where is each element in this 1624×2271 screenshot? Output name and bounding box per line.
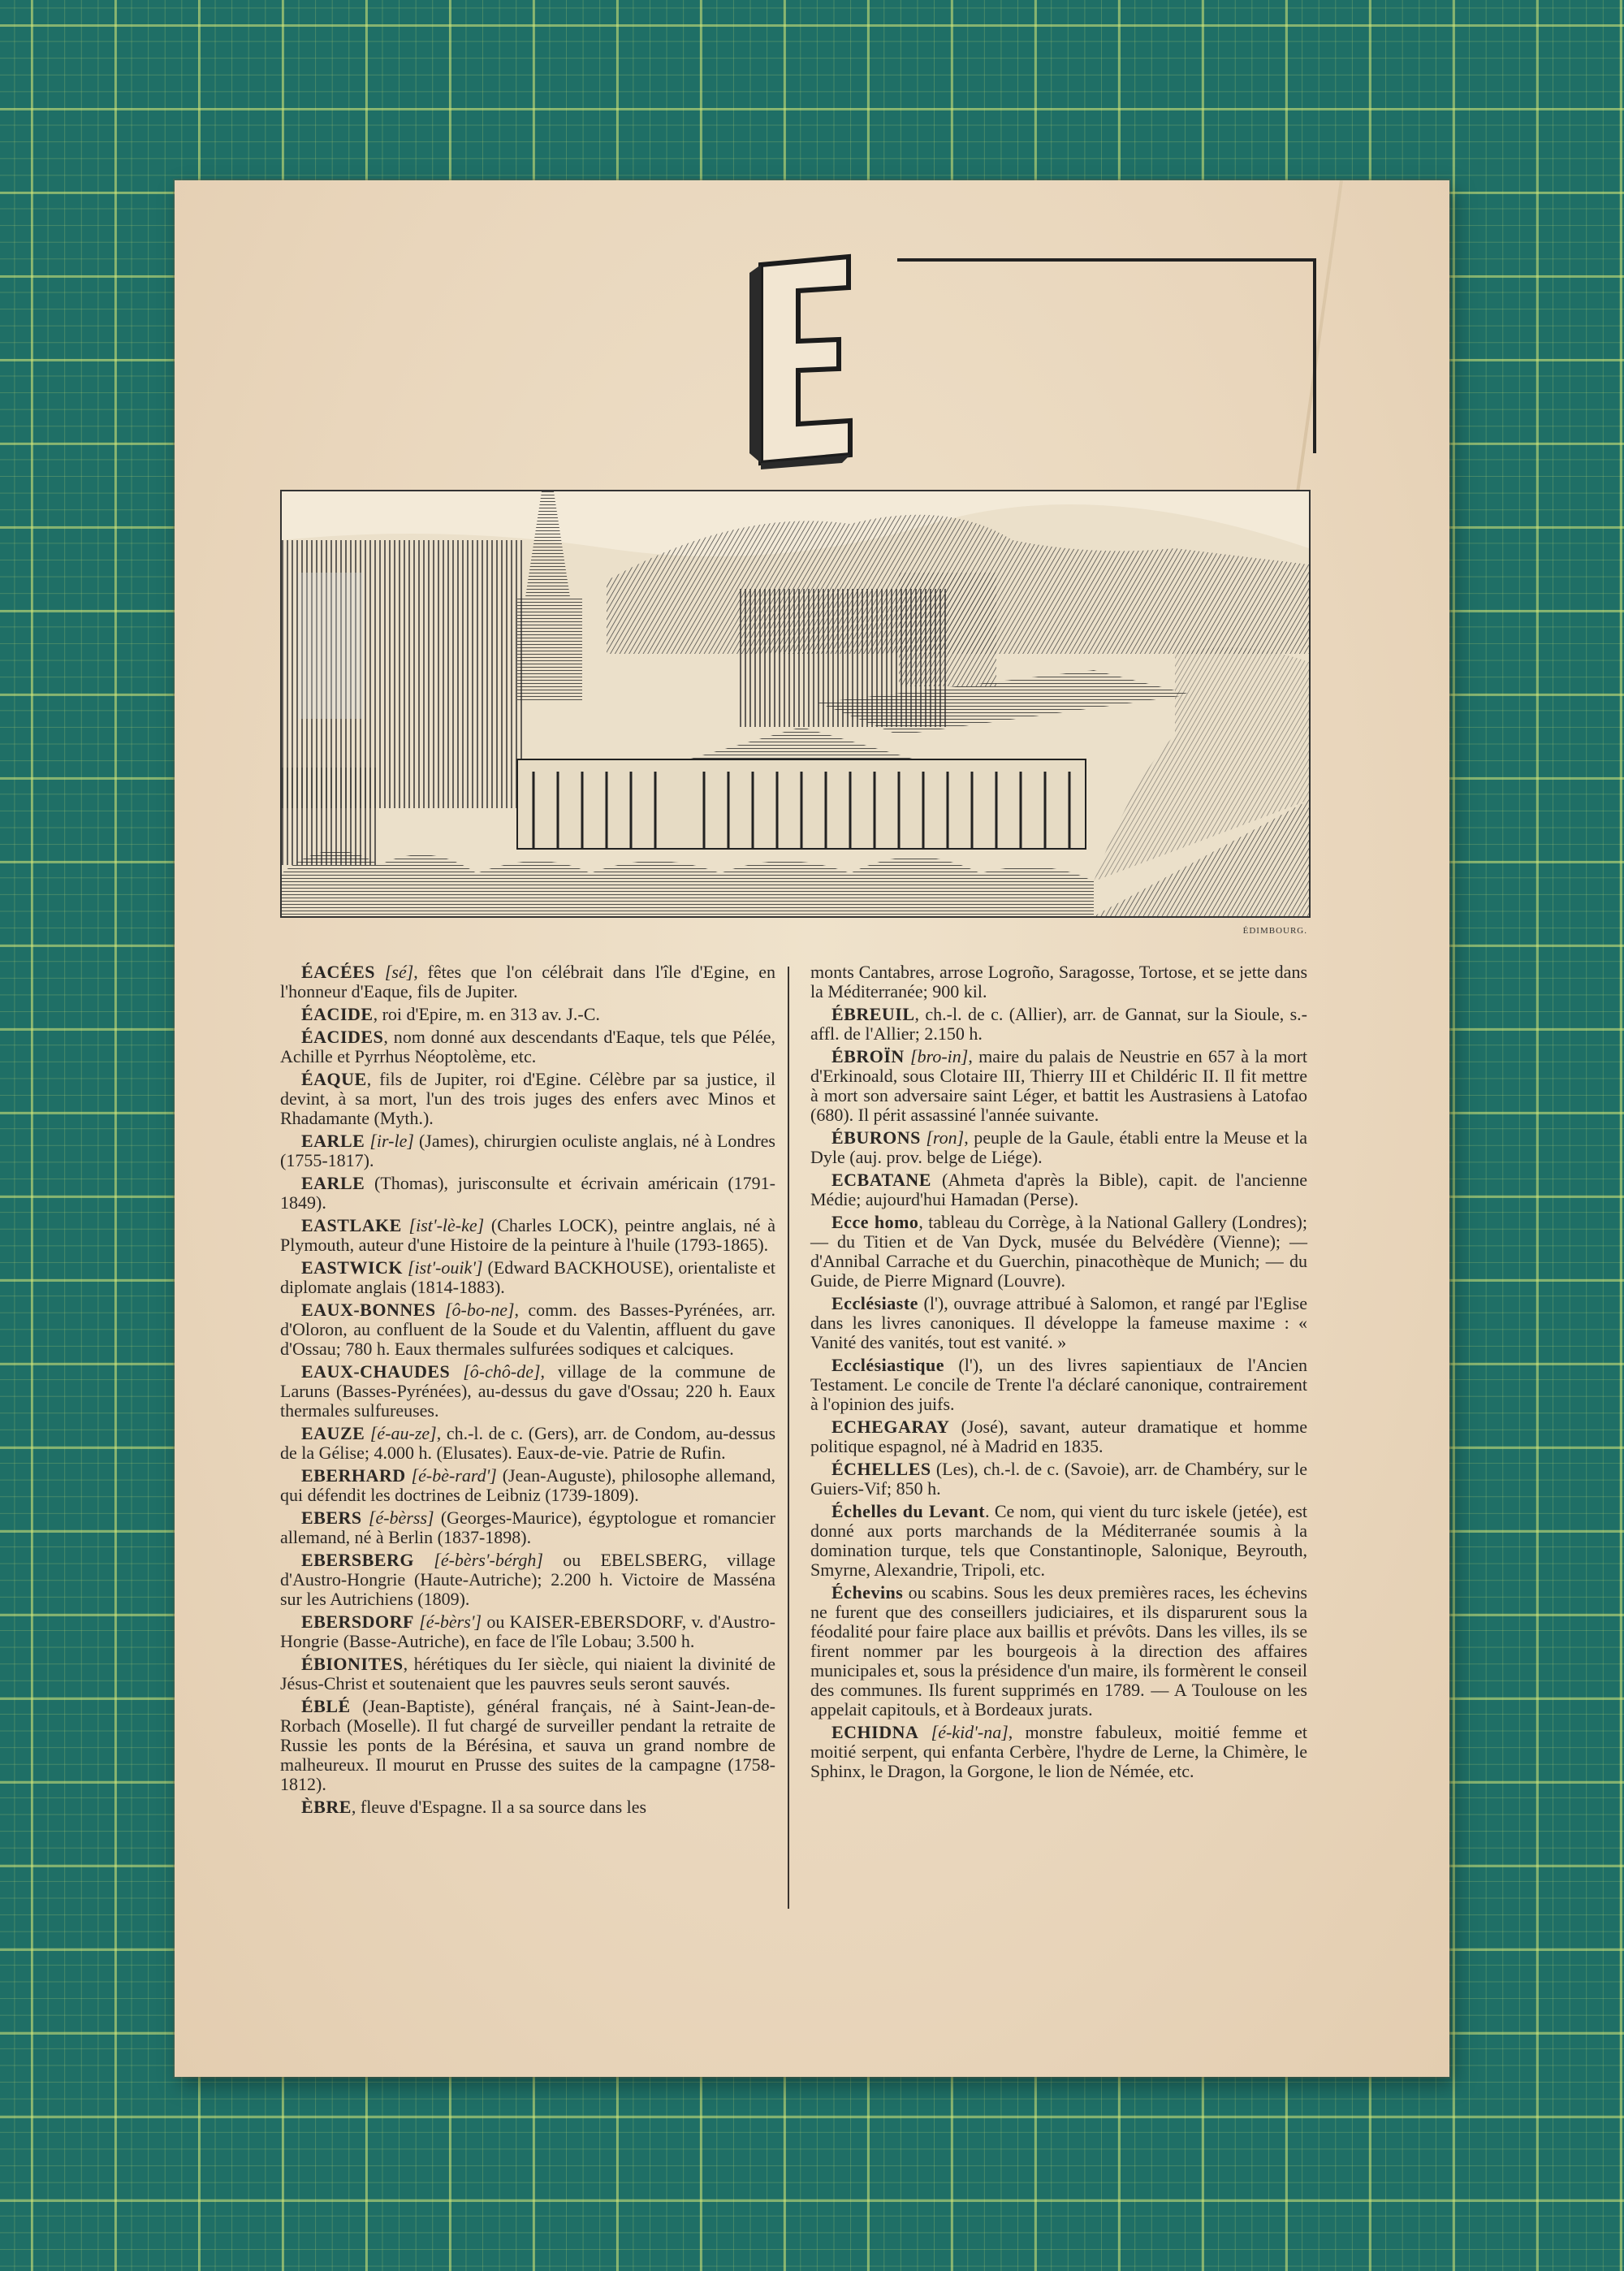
entry-pronunciation: [é-kid'-na]: [931, 1722, 1009, 1742]
dictionary-entry: [280, 1466, 775, 1505]
dictionary-entry: [810, 1723, 1307, 1781]
entry-headword: EBERS: [301, 1508, 362, 1528]
dictionary-entry: [280, 1300, 775, 1359]
dictionary-entry: [810, 1502, 1307, 1580]
entry-pronunciation: [ô-bo-ne]: [444, 1300, 515, 1320]
entry-definition: , comm. des Basses-Pyrénées, arr. d'Oloron, au confluent de la Soude et du Valentin, affluent du gave d'Ossau; 780 h. Eaux thermales sulfurées sodiques et calciques.: [280, 1300, 776, 1359]
entry-definition: , maire du palais de Neustrie en 657 à la mort d'Erkinoald, sous Clotaire III, Thierry III et Childéric II. Il fit mettre à mort son adversaire saint Léger, et battit les Austrasiens à Latofao (680). Il périt assassiné l'année suivante.: [810, 1046, 1307, 1125]
dictionary-entry: [280, 1697, 775, 1794]
entry-pronunciation: [ô-chô-de]: [463, 1361, 541, 1382]
entry-definition: , peuple de la Gaule, établi entre la Meuse et la Dyle (auj. prov. belge de Liége).: [810, 1127, 1307, 1167]
dictionary-entry: [280, 1362, 775, 1421]
entry-headword: Ecce homo: [831, 1212, 919, 1232]
entry-headword: EBERSBERG: [301, 1550, 414, 1570]
entry-headword: EASTLAKE: [301, 1215, 402, 1235]
dictionary-entry: [280, 1797, 775, 1817]
entry-definition: , village de la commune de Laruns (Basses-Pyrénées), au-dessus du gave d'Ossau; 220 h. Eaux thermales sulfureuses.: [280, 1361, 775, 1421]
entry-definition: (l'), un des livres sapientiaux de l'Ancien Testament. Le concile de Trente l'a déclaré canonique, contrairement à l'opinion des juifs.: [810, 1355, 1307, 1414]
dictionary-entry: [280, 1508, 775, 1547]
dictionary-entry: [810, 1213, 1307, 1291]
entry-headword: Échelles du Levant: [831, 1501, 986, 1521]
decorative-letter-e: [743, 250, 857, 469]
dictionary-entry: [810, 1170, 1307, 1209]
entry-pronunciation: [bro-in]: [910, 1046, 969, 1066]
dictionary-entry: [280, 1070, 775, 1128]
dictionary-entry: [810, 1128, 1307, 1167]
dictionary-entry: [280, 1216, 775, 1255]
entry-headword: ÉCHELLES: [831, 1459, 931, 1479]
entry-definition: , nom donné aux descendants d'Eaque, tels que Pélée, Achille et Pyrrhus Néoptolème, etc.: [280, 1027, 775, 1066]
dictionary-entry: [280, 1655, 775, 1694]
dictionary-entry: [280, 962, 775, 1001]
entry-definition: ou KAISER-EBERSDORF, v. d'Austro-Hongrie (Basse-Autriche), en face de l'île Lobau; 3.500 h.: [280, 1611, 775, 1651]
entry-definition: (l'), ouvrage attribué à Salomon, et rangé par l'Eglise dans les livres canoniques. Il développe la fameuse maxime : « Vanité des vanités, tout est vanité. »: [810, 1293, 1307, 1352]
entry-headword: Ecclésiaste: [831, 1293, 918, 1313]
dictionary-entry: [810, 1417, 1307, 1456]
entry-definition: , monstre fabuleux, moitié femme et moitié serpent, qui enfanta Cerbère, l'hydre de Lerne, la Chimère, le Sphinx, le Dragon, la Gorgone, le lion de Némée, etc.: [810, 1722, 1308, 1781]
entry-headword: ECBATANE: [831, 1170, 931, 1190]
entry-headword: EAUX-CHAUDES: [301, 1361, 451, 1382]
entry-headword: Échevins: [831, 1582, 904, 1603]
entry-definition: , tableau du Corrège, à la National Gallery (Londres); — du Titien et de Van Dyck, musée du Belvédère (Vienne); — d'Annibal Carrache et du Guerchin, pinacothèque de Munich; — du Guide, de Pierre Mignard (Louvre).: [810, 1212, 1307, 1291]
dictionary-entry: [810, 1356, 1307, 1414]
entry-definition: (Edward BACKHOUSE), orientaliste et diplomate anglais (1814-1883).: [280, 1257, 775, 1297]
entry-headword: ÉBREUIL: [831, 1004, 915, 1024]
entry-pronunciation: [é-bèrs'-bérgh]: [434, 1550, 543, 1570]
letter-frame: [897, 258, 1316, 453]
entry-definition: monts Cantabres, arrose Logroño, Saragosse, Tortose, et se jette dans la Méditerranée; 900 kil.: [810, 962, 1307, 1001]
entry-headword: ÉBURONS: [831, 1127, 921, 1148]
entry-pronunciation: [sé]: [384, 962, 414, 982]
dictionary-entry: [280, 1027, 775, 1066]
left-column: [280, 962, 775, 1820]
entry-headword: EAUZE: [301, 1423, 365, 1443]
entry-definition: (Jean-Auguste), philosophe allemand, qui défendit les doctrines de Leibniz (1739-1809).: [280, 1465, 776, 1505]
entry-definition: , ch.-l. de c. (Allier), arr. de Gannat, sur la Sioule, s.-affl. de l'Allier; 2.150 h.: [810, 1004, 1307, 1044]
entry-headword: ÉACIDE: [301, 1004, 374, 1024]
edinburgh-engraving-drawing: [282, 491, 1309, 916]
entry-definition: (Les), ch.-l. de c. (Savoie), arr. de Chambéry, sur le Guiers-Vif; 850 h.: [810, 1459, 1307, 1499]
entry-pronunciation: [é-bèrs']: [419, 1611, 482, 1632]
entry-definition: , fils de Jupiter, roi d'Egine. Célèbre par sa justice, il devint, à sa mort, l'un des trois juges des enfers avec Minos et Rhadamante (Myth.).: [280, 1069, 775, 1128]
entry-headword: ECHEGARAY: [831, 1417, 950, 1437]
dictionary-entry: [810, 962, 1307, 1001]
entry-definition: ou EBELSBERG, village d'Austro-Hongrie (Haute-Autriche); 2.200 h. Victoire de Masséna sur les Autrichiens (1809).: [280, 1550, 776, 1609]
dictionary-entry: [280, 1258, 775, 1297]
entry-pronunciation: [ist'-lè-ke]: [408, 1215, 485, 1235]
entry-definition: , roi d'Epire, m. en 313 av. J.-C.: [373, 1004, 600, 1024]
edinburgh-engraving: [280, 490, 1311, 918]
entry-definition: (Georges-Maurice), égyptologue et romancier allemand, né à Berlin (1837-1898).: [280, 1508, 776, 1547]
entry-definition: . Ce nom, qui vient du turc iskele (jetée), est donné aux ports marchands de la Méditerranée soumis à la domination turque, tels que Constantinople, Salonique, Beyrouth, Smyrne, Alexandrie, Tripoli, etc.: [810, 1501, 1308, 1580]
entry-headword: EAUX-BONNES: [301, 1300, 436, 1320]
illustration-caption: ÉDIMBOURG.: [1242, 926, 1307, 936]
entry-definition: (Jean-Baptiste), général français, né à Saint-Jean-de-Rorbach (Moselle). Il fut chargé de surveiller pendant la retraite de Russie les ponts de la Bérésina, et sauva un grand nombre de malheureux. Il mourut en Prusse des suites de la campagne (1758-1812).: [280, 1696, 775, 1794]
dictionary-entry: [280, 1612, 775, 1651]
entry-definition: (Ahmeta d'après la Bible), capit. de l'ancienne Médie; aujourd'hui Hamadan (Perse).: [810, 1170, 1307, 1209]
dictionary-entry: [810, 1583, 1307, 1719]
entry-pronunciation: [é-bèrss]: [368, 1508, 434, 1528]
entry-headword: ÉAQUE: [301, 1069, 367, 1089]
entry-definition: (Charles LOCK), peintre anglais, né à Plymouth, auteur d'une Histoire de la peinture à l'huile (1793-1865).: [280, 1215, 775, 1255]
entry-headword: Ecclésiastique: [831, 1355, 944, 1375]
dictionary-entry: [810, 1460, 1307, 1499]
dictionary-entry: [810, 1294, 1307, 1352]
entry-definition: , fêtes que l'on célébrait dans l'île d'Egine, en l'honneur d'Eaque, fils de Jupiter.: [280, 962, 776, 1001]
entry-definition: , hérétiques du Ier siècle, qui niaient la divinité de Jésus-Christ et soutenaient que les pauvres seuls seront sauvés.: [280, 1654, 775, 1694]
entry-headword: EASTWICK: [301, 1257, 404, 1278]
entry-pronunciation: [é-au-ze]: [369, 1423, 437, 1443]
entry-definition: , ch.-l. de c. (Gers), arr. de Condom, au-dessus de la Gélise; 4.000 h. (Elusates). Eaux-de-vie. Patrie de Rufin.: [280, 1423, 776, 1463]
dictionary-entry: [280, 1005, 775, 1024]
entry-headword: ÉBROÏN: [831, 1046, 905, 1066]
dictionary-entry: [280, 1424, 775, 1463]
entry-pronunciation: [ron]: [926, 1127, 965, 1148]
entry-headword: ÉACÉES: [301, 962, 376, 982]
entry-pronunciation: [ir-le]: [369, 1131, 414, 1151]
entry-definition: (Thomas), jurisconsulte et écrivain américain (1791-1849).: [280, 1173, 775, 1213]
entry-headword: EARLE: [301, 1131, 365, 1151]
entry-headword: ÈBRE: [301, 1797, 352, 1817]
dictionary-entry: [280, 1551, 775, 1609]
right-column: [810, 962, 1307, 1784]
entry-definition: (James), chirurgien oculiste anglais, né à Londres (1755-1817).: [280, 1131, 775, 1170]
dictionary-entry: [280, 1174, 775, 1213]
entry-definition: , fleuve d'Espagne. Il a sa source dans les: [351, 1797, 647, 1817]
entry-headword: ÉACIDES: [301, 1027, 384, 1047]
entry-headword: EBERHARD: [301, 1465, 406, 1486]
entry-headword: EARLE: [301, 1173, 365, 1193]
entry-headword: EBERSDORF: [301, 1611, 414, 1632]
entry-definition: (José), savant, auteur dramatique et homme politique espagnol, né à Madrid en 1835.: [810, 1417, 1307, 1456]
entry-pronunciation: [ist'-ouik']: [408, 1257, 483, 1278]
entry-headword: ÉBIONITES: [301, 1654, 404, 1674]
column-divider: [788, 967, 789, 1909]
entry-headword: ÉBLÉ: [301, 1696, 351, 1716]
entry-definition: ou scabins. Sous les deux premières races, les échevins ne furent que des conseillers judiciaires, et ils disparurent sous la féodalité pour faire place aux baillis et prévôts. Dans les villes, ils se firent nommer par les bourgeois à la direction des affaires municipales et, sous la présidence d'un maire, ils formèrent le conseil des communes. Ils furent supprimés en 1789. — A Toulouse on les appelait capitouls, et à Bordeaux jurats.: [810, 1582, 1307, 1719]
dictionary-entry: [810, 1005, 1307, 1044]
dictionary-entry: [810, 1047, 1307, 1125]
entry-headword: ECHIDNA: [831, 1722, 919, 1742]
entry-pronunciation: [é-bè-rard']: [411, 1465, 497, 1486]
dictionary-entry: [280, 1131, 775, 1170]
